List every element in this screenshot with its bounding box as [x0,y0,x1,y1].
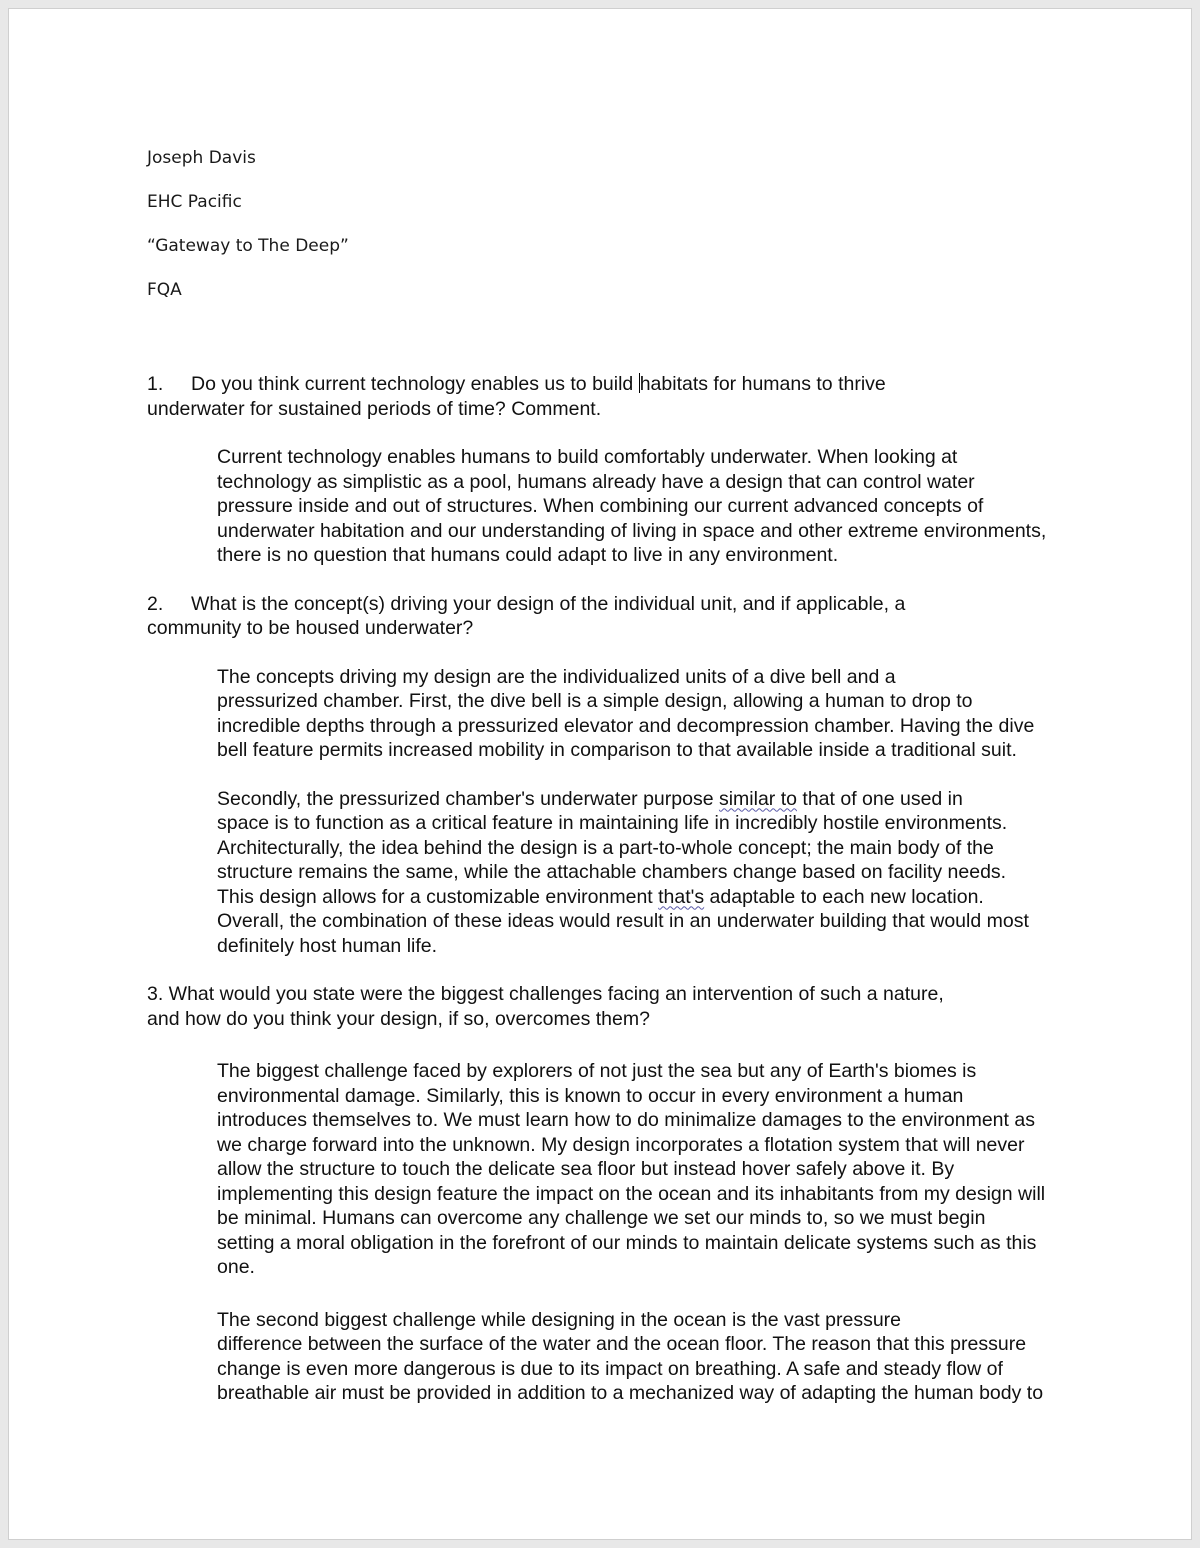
question-2-line [147,592,1067,617]
answer-line: we charge forward into the unknown. My design incorporates a flotation system that will never [217,1133,1025,1156]
question-2 [147,592,1067,641]
answer-line: one. [217,1256,255,1278]
answer-line: Overall, the combination of these ideas would result in an underwater building that would most [217,910,1029,932]
question-1-text-b: habitats for humans to thrive [639,373,886,395]
question-1-text-a: Do you think current technology enables us to build [191,373,639,395]
answer-line: underwater habitation and our understanding of living in space and other extreme environments, [217,519,1047,542]
answer-text: adaptable to each new location. [704,885,984,908]
author-name: Joseph Davis [147,148,256,168]
answer-line: change is even more dangerous is due to its impact on breathing. A safe and steady flow of [217,1357,1003,1380]
document-page [8,8,1192,1540]
project-title: “Gateway to The Deep” [147,236,349,256]
question-3 [147,982,1067,1031]
answer-line: The biggest challenge faced by explorers of not just the sea but any of Earth's biomes is [217,1060,977,1082]
question-3-line: 3. What would you state were the biggest challenges facing an intervention of such a nature, [147,983,944,1005]
course-name: EHC Pacific [147,192,242,212]
answer-line: The concepts driving my design are the individualized units of a dive bell and a [217,665,896,688]
answer-line: space is to function as a critical feature in maintaining life in incredibly hostile environments. [217,812,1008,834]
answer-line: The second biggest challenge while designing in the ocean is the vast pressure [217,1308,902,1331]
answer-text: that of one used in [796,787,963,810]
document-body[interactable] [147,372,1067,1430]
document-header [147,147,349,323]
question-2-line: community to be housed underwater? [147,617,474,639]
answer-line: introduces themselves to. We must learn how to do minimalize damages to the environment as [217,1109,1035,1131]
grammar-flag[interactable]: similar to [718,787,797,810]
answer-line: implementing this design feature the impact on the ocean and its inhabitants from my design will [217,1182,1046,1205]
question-2-number: 2. [147,592,164,615]
answer-line: Architecturally, the idea behind the design is a part-to-whole concept; the main body of the [217,836,994,859]
answer-line: bell feature permits increased mobility in comparison to that available inside a traditional suit. [217,739,1017,761]
answer-1 [147,445,1067,568]
question-3-line: and how do you think your design, if so, overcomes them? [147,1007,650,1030]
answer-line: environmental damage. Similarly, this is known to occur in every environment a human [217,1084,964,1107]
answer-line: breathable air must be provided in addition to a mechanized way of adapting the human body to [217,1382,1044,1404]
grammar-flag[interactable]: that's [658,885,705,908]
answer-line: allow the structure to touch the delicate sea floor but instead hover safely above it. By [217,1158,955,1180]
answer-line: be minimal. Humans can overcome any challenge we set our minds to, so we must begin [217,1207,986,1229]
question-1 [147,372,1067,421]
answer-2b [147,787,1067,959]
question-1-number: 1. [147,373,164,395]
document-type: FQA [147,280,182,300]
question-1-line [147,372,1067,397]
answer-3b [147,1308,1067,1406]
answer-line [147,787,1067,812]
answer-2a [147,665,1067,763]
question-1-line: underwater for sustained periods of time? Comment. [147,397,602,420]
answer-text: Secondly, the pressurized chamber's underwater purpose [217,787,719,810]
answer-line: pressurized chamber. First, the dive bell is a simple design, allowing a human to drop to [217,690,973,712]
answer-3a [147,1059,1067,1280]
answer-line: difference between the surface of the water and the ocean floor. The reason that this pressure [217,1333,1027,1355]
answer-line: setting a moral obligation in the forefront of our minds to maintain delicate systems such as this [217,1231,1037,1254]
answer-line: definitely host human life. [217,934,438,957]
answer-line: Current technology enables humans to build comfortably underwater. When looking at [217,446,958,468]
answer-line [147,885,1067,910]
answer-line: structure remains the same, while the attachable chambers change based on facility needs. [217,861,1007,883]
answer-line: pressure inside and out of structures. When combining our current advanced concepts of [217,495,984,517]
answer-line: incredible depths through a pressurized elevator and decompression chamber. Having the dive [217,714,1035,737]
answer-text: This design allows for a customizable environment [217,885,659,908]
question-2-text: What is the concept(s) driving your design of the individual unit, and if applicable, a [191,592,906,615]
answer-line: there is no question that humans could adapt to live in any environment. [217,544,839,566]
answer-line: technology as simplistic as a pool, humans already have a design that can control water [217,470,975,493]
